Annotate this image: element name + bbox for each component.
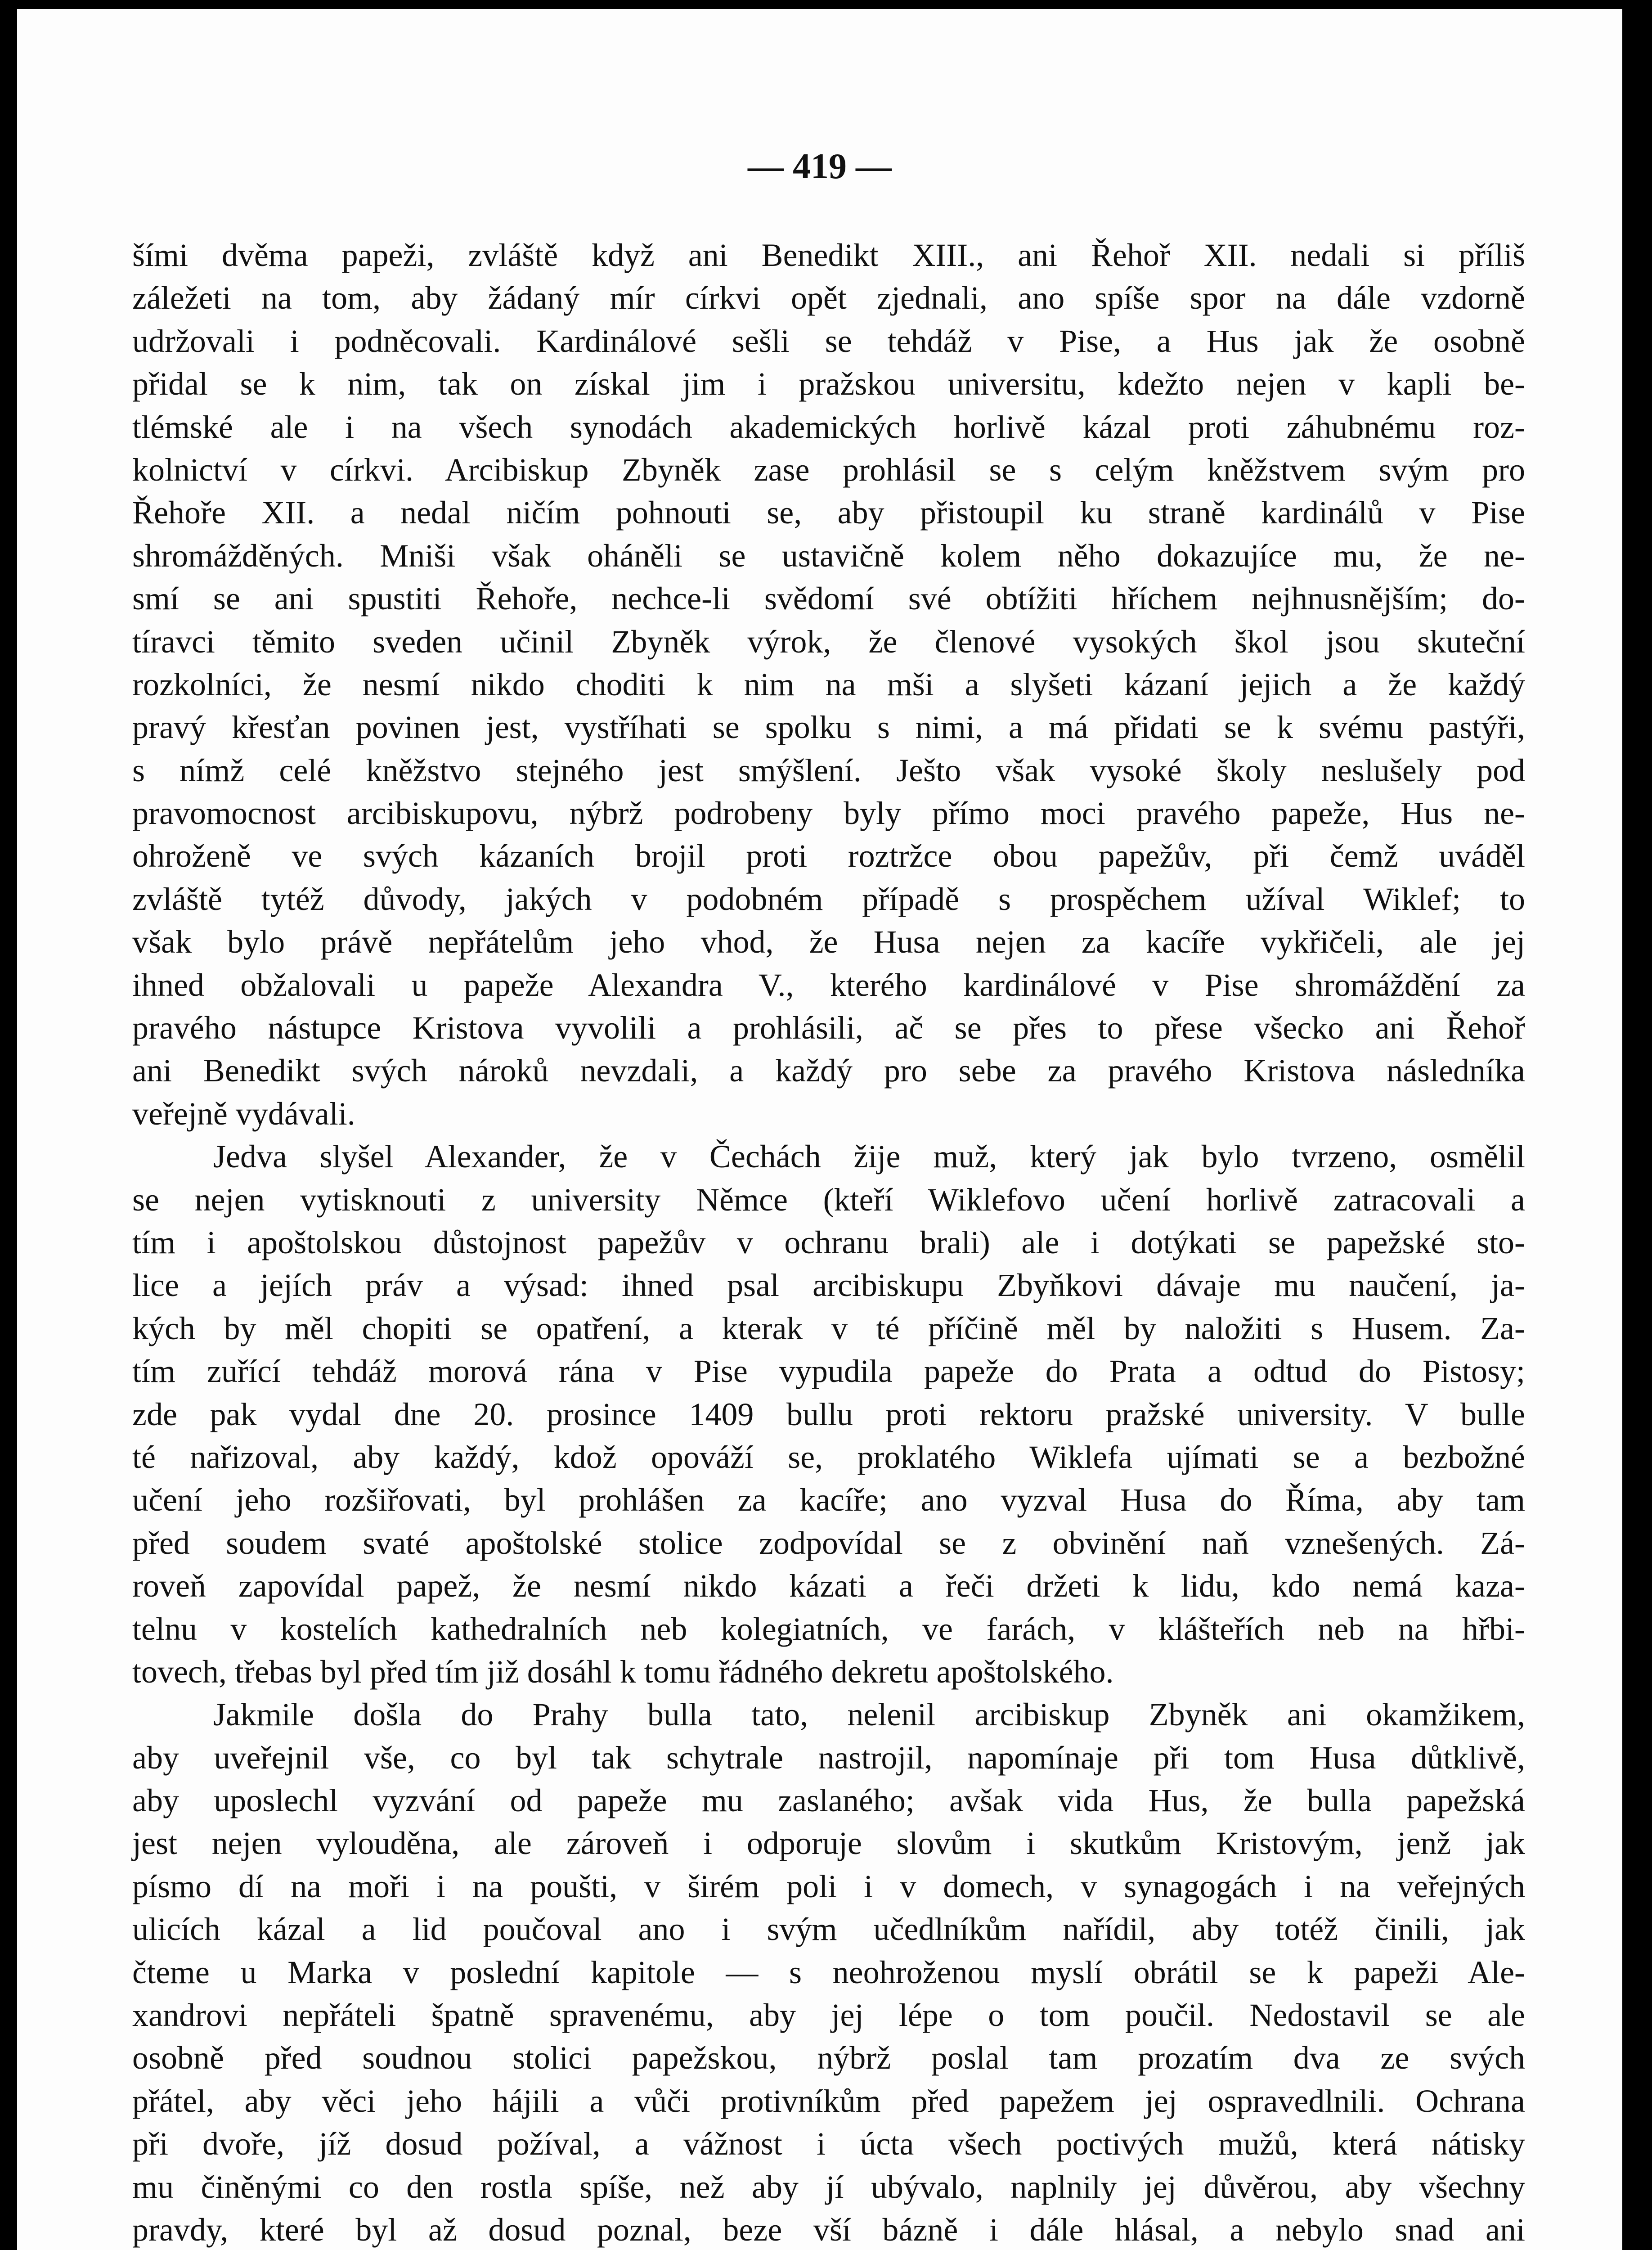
text-line: při dvoře, jíž dosud požíval, a vážnost i úcta všech poctivých mužů, která nátisky — [132, 2126, 1525, 2162]
text-line: Jedva slyšel Alexander, že v Čechách žije muž, který jak bylo tvrzeno, osmělil — [213, 1138, 1525, 1175]
text-line: zvláště tytéž důvody, jakých v podobném případě s prospěchem užíval Wiklef; to — [132, 881, 1525, 917]
text-line: se nejen vytisknouti z university Němce (kteří Wiklefovo učení horlivě zatracovali a — [132, 1181, 1525, 1218]
text-line: pravomocnost arcibiskupovu, nýbrž podrobeny byly přímo moci pravého papeže, Hus ne- — [132, 795, 1525, 832]
paragraph — [132, 1693, 1525, 2250]
text-line: jest nejen vylouděna, ale zároveň i odporuje slovům i skutkům Kristovým, jenž jak — [132, 1825, 1525, 1862]
text-line: přátel, aby věci jeho hájili a vůči protivníkům před papežem jej ospravedlnili. Ochrana — [132, 2083, 1525, 2119]
scanned-page — [17, 9, 1622, 2250]
text-line: s nímž celé kněžstvo stejného jest smýšlení. Ješto však vysoké školy neslušely pod — [132, 752, 1525, 788]
text-line: čteme u Marka v poslední kapitole — s neohroženou myslí obrátil se k papeži Ale- — [132, 1954, 1525, 1990]
text-line: roveň zapovídal papež, že nesmí nikdo kázati a řeči držeti k lidu, kdo nemá kaza- — [132, 1568, 1525, 1604]
text-line: šími dvěma papeži, zvláště když ani Benedikt XIII., ani Řehoř XII. nedali si příliš — [132, 237, 1525, 273]
text-line: ohroženě ve svých kázaních brojil proti roztržce obou papežův, při čemž uváděl — [132, 838, 1525, 874]
text-line: tím i apoštolskou důstojnost papežův v ochranu brali) ale i dotýkati se papežské sto- — [132, 1224, 1525, 1260]
text-line: tovech, třebas byl před tím již dosáhl k tomu řádného dekretu apoštolského. — [132, 1653, 1114, 1690]
text-line: xandrovi nepřáteli špatně spravenému, aby jej lépe o tom poučil. Nedostavil se ale — [132, 1997, 1525, 2034]
text-line: té nařizoval, aby každý, kdož opováží se, proklatého Wiklefa ujímati se a bezbožné — [132, 1439, 1525, 1475]
text-line: tlémské ale i na všech synodách akademických horlivě kázal proti záhubnému roz- — [132, 409, 1525, 445]
text-line: ani Benedikt svých nároků nevzdali, a každý pro sebe za pravého Kristova následníka — [132, 1053, 1525, 1089]
text-line: telnu v kostelích kathedralních neb kolegiatních, ve farách, v klášteřích neb na hřbi- — [132, 1611, 1525, 1647]
text-line: kolnictví v církvi. Arcibiskup Zbyněk zase prohlásil se s celým kněžstvem svým pro — [132, 451, 1525, 488]
text-line: udržovali i podněcovali. Kardinálové sešli se tehdáž v Pise, a Hus jak že osobně — [132, 323, 1525, 359]
text-line: písmo dí na moři i na poušti, v širém poli i v domech, v synagogách i na veřejných — [132, 1868, 1525, 1904]
text-line: ulicích kázal a lid poučoval ano i svým učedlníkům nařídil, aby totéž činili, jak — [132, 1911, 1525, 1948]
text-line: rozkolníci, že nesmí nikdo choditi k nim na mši a slyšeti kázaní jejich a že každý — [132, 666, 1525, 702]
text-line: tím zuřící tehdáž morová rána v Pise vypudila papeže do Prata a odtud do Pistosy; — [132, 1353, 1525, 1390]
page-number: — 419 — — [748, 147, 892, 186]
text-line: lice a jejích práv a výsad: ihned psal arcibiskupu Zbyňkovi dávaje mu naučení, ja- — [132, 1267, 1525, 1304]
text-line: pravdy, které byl až dosud poznal, beze vší bázně i dále hlásal, a nebylo snad ani — [132, 2211, 1525, 2248]
text-line: kých by měl chopiti se opatření, a kterak v té příčině měl by naložiti s Husem. Za- — [132, 1310, 1525, 1346]
text-line: před soudem svaté apoštolské stolice zodpovídal se z obvinění naň vznešených. Zá- — [132, 1525, 1525, 1561]
text-line: aby uposlechl vyzvání od papeže mu zaslaného; avšak vida Hus, že bulla papežská — [132, 1782, 1525, 1819]
text-line: učení jeho rozšiřovati, byl prohlášen za kacíře; ano vyzval Husa do Říma, aby tam — [132, 1482, 1525, 1518]
body-text — [132, 234, 1525, 2250]
text-line: smí se ani spustiti Řehoře, nechce-li svědomí své obtížiti hříchem nejhnusnějším; do- — [132, 580, 1525, 617]
paragraph — [132, 1135, 1525, 1693]
text-line: osobně před soudnou stolici papežskou, nýbrž poslal tam prozatím dva ze svých — [132, 2040, 1525, 2076]
text-line: zde pak vydal dne 20. prosince 1409 bullu proti rektoru pražské university. V bulle — [132, 1396, 1525, 1432]
paragraph — [132, 234, 1525, 1135]
text-line: shromážděných. Mniši však oháněli se ustavičně kolem něho dokazujíce mu, že ne- — [132, 537, 1525, 574]
text-line: přidal se k nim, tak on získal jim i pražskou universitu, kdežto nejen v kapli be- — [132, 366, 1525, 402]
text-line: mu činěnými co den rostla spíše, než aby jí ubývalo, naplnily jej důvěrou, aby všechny — [132, 2169, 1525, 2205]
text-line: Řehoře XII. a nedal ničím pohnouti se, aby přistoupil ku straně kardinálů v Pise — [132, 495, 1525, 531]
text-line: Jakmile došla do Prahy bulla tato, nelenil arcibiskup Zbyněk ani okamžikem, — [213, 1696, 1525, 1733]
text-line: však bylo právě nepřátelům jeho vhod, že Husa nejen za kacíře vykřičeli, ale jej — [132, 924, 1525, 960]
text-line: veřejně vydávali. — [132, 1095, 355, 1132]
text-line: tíravci těmito sveden učinil Zbyněk výrok, že členové vysokých škol jsou skuteční — [132, 623, 1525, 660]
text-line: pravý křesťan povinen jest, vystříhati se spolku s nimi, a má přidati se k svému pastýři, — [132, 709, 1525, 746]
text-line: záležeti na tom, aby žádaný mír církvi opět zjednali, ano spíše spor na dále vzdorně — [132, 280, 1525, 316]
text-line: pravého nástupce Kristova vyvolili a prohlásili, ač se přes to přese všecko ani Řehoř — [132, 1010, 1525, 1046]
text-line: ihned obžalovali u papeže Alexandra V., kterého kardinálové v Pise shromáždění za — [132, 967, 1525, 1003]
text-line: aby uveřejnil vše, co byl tak schytrale nastrojil, napomínaje při tom Husa důtklivě, — [132, 1739, 1525, 1776]
